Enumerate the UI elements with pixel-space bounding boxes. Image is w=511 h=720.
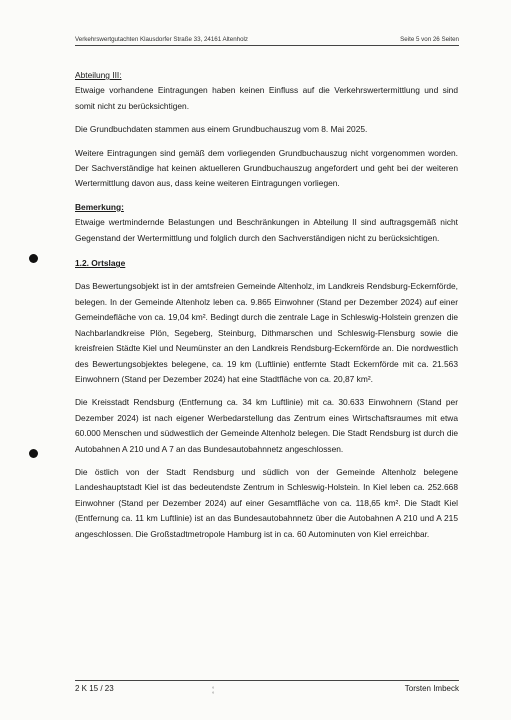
page-footer xyxy=(75,680,459,693)
paragraph-ortslage-2: Die Kreisstadt Rendsburg (Entfernung ca. 34 km Luftlinie) mit ca. 30.633 Einwohnern (Stand per Dezember 2024) ist nach eigener Werbedarstellung das Zentrum eines Wirtschaftsraumes mit etwa 60.000 Menschen und südwestlich der Gemeinde Altenholz belegen. Die Stadt Rendsburg ist durch die Autobahnen A 210 und A 7 an das Bundesautobahnnetz angeschlossen. xyxy=(75,397,458,454)
section-heading-ortslage: 1.2. Ortslage xyxy=(75,258,126,269)
section-heading-abteilung-3: Abteilung III: xyxy=(75,70,122,80)
section-heading-bemerkung: Bemerkung: xyxy=(75,201,124,212)
paragraph-ortslage-3: Die östlich von der Stadt Rendsburg und südlich von der Gemeinde Altenholz belegene Landeshauptstadt Kiel ist das bedeutendste Zentrum in Schleswig-Holstein. In Kiel leben ca. 252.668 Einwohner (Stand per Dezember 2024) auf einer Gesamtfläche von ca. 118,65 km². Die Stadt Kiel (Entfernung ca. 11 km Luftlinie) ist an das Bundesautobahnnetz über die Autobahnen A 210 und A 215 angeschlossen. Die Großstadtmetropole Hamburg ist in ca. 60 Autominuten von Kiel erreichbar. xyxy=(75,466,458,539)
header-page-number: Seite 5 von 26 Seiten xyxy=(400,36,459,43)
paragraph-abteilung-3: Etwaige vorhandene Eintragungen haben keinen Einfluss auf die Verkehrswertermittlung und sind somit nicht zu berücksichtigen. xyxy=(75,85,458,111)
page-header xyxy=(75,36,459,46)
footer-case-number: 2 K 15 / 23 xyxy=(75,684,114,693)
punch-hole xyxy=(29,449,38,458)
scan-mark: ° ° xyxy=(212,687,215,698)
document-body xyxy=(75,68,458,542)
punch-hole xyxy=(29,254,38,263)
footer-author: Torsten Imbeck xyxy=(404,684,459,693)
header-title: Verkehrswertgutachten Klausdorfer Straße 33, 24161 Altenholz xyxy=(75,36,249,43)
paragraph-ortslage-1: Das Bewertungsobjekt ist in der amtsfreien Gemeinde Altenholz, im Landkreis Rendsburg-Eckernförde, belegen. In der Gemeinde Altenholz leben ca. 9.865 Einwohner (Stand per Dezember 2024) auf einer Gemeindefläche von ca. 19,04 km². Bedingt durch die zentrale Lage in Schleswig-Holstein grenzen die Nachbarlandkreise Plön, Segeberg, Steinburg, Dithmarschen und Schleswig-Flensburg sowie die kreisfreien Städte Kiel und Neumünster an den Landkreis Rendsburg-Eckernförde an. Die nordwestlich des Bewertungsobjektes belegene, ca. 19 km (Luftlinie) entfernte Stadt Eckernförde mit ca. 21.563 Einwohnern (Stand per Dezember 2024) hat eine Stadtfläche von ca. 20,87 km². xyxy=(75,281,458,384)
paragraph-weitere-eintragungen: Weitere Eintragungen sind gemäß dem vorliegenden Grundbuchauszug nicht vorgenommen worden. Der Sachverständige hat keinen aktuelleren Grundbuchauszug angefordert und geht bei der weiteren Wertermittlung davon aus, dass keine weiteren Eintragungen vorliegen. xyxy=(75,147,458,189)
paragraph-grundbuch: Die Grundbuchdaten stammen aus einem Grundbuchauszug vom 8. Mai 2025. xyxy=(75,124,368,135)
paragraph-bemerkung: Etwaige wertmindernde Belastungen und Beschränkungen in Abteilung II sind auftragsgemäß nicht Gegenstand der Wertermittlung und folglich durch den Sachverständigen nicht zu berücksichtigen. xyxy=(75,217,458,243)
